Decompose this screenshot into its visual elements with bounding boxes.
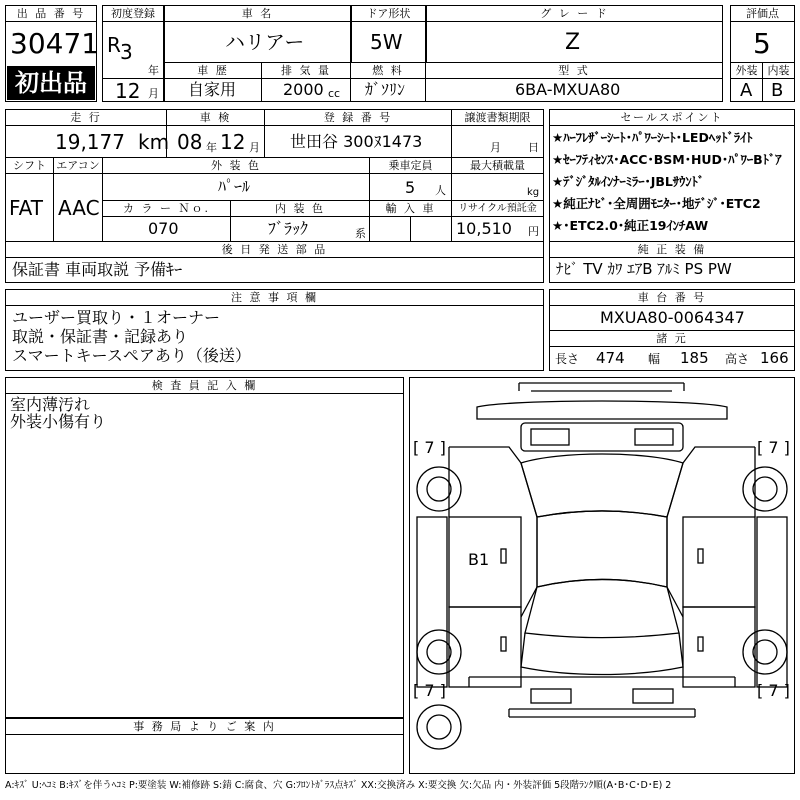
- history-label: 車 歴: [164, 62, 262, 79]
- reg-month: 12: [115, 79, 141, 103]
- office-label: 事 務 局 よ り ご 案 内: [5, 718, 404, 735]
- capacity-unit: 人: [435, 184, 446, 197]
- sales-point: ★ﾃﾞｼﾞﾀﾙｲﾝﾅｰﾐﾗｰ･JBLｻｳﾝﾄﾞ: [552, 174, 705, 189]
- model-code: 6BA-MXUA80: [515, 80, 621, 99]
- air-conditioner: AAC: [58, 196, 100, 220]
- max-load-label: 最大積載量: [451, 157, 544, 174]
- ext-score-label: 外装: [730, 62, 763, 79]
- dims-label: 諸 元: [549, 330, 795, 347]
- lot-label: 出 品 番 号: [5, 5, 97, 22]
- ext-color-label: 外 装 色: [102, 157, 370, 174]
- reg-year: 3: [120, 40, 133, 64]
- inspection-month-unit: 月: [249, 141, 260, 154]
- panel-mark: [ 7 ]: [757, 681, 790, 700]
- recycle-label: リサイクル預託金: [451, 200, 544, 217]
- transfer-month-unit: 月: [490, 141, 501, 154]
- inspection-label: 車 検: [166, 109, 265, 126]
- int-score-label: 内装: [762, 62, 795, 79]
- grade-label: グ レ ー ド: [426, 5, 723, 22]
- import-cell: [369, 216, 411, 242]
- damage-code: B1: [468, 550, 490, 569]
- lot-number: 30471: [10, 27, 100, 60]
- ac-label: エアコン: [53, 157, 103, 174]
- capacity: 5: [405, 178, 416, 197]
- length-label: 長さ: [555, 352, 580, 366]
- sales-label: セールスポイント: [549, 109, 795, 126]
- note-line: ユーザー買取り・１オーナー: [12, 308, 221, 327]
- grade: Z: [565, 30, 581, 55]
- model-label: 型 式: [425, 62, 723, 79]
- sales-point: ★ｾｰﾌﾃｨｾﾝｽ･ACC･BSM･HUD･ﾊﾟﾜｰBﾄﾞｱ: [552, 152, 782, 167]
- car-diagram: [409, 377, 795, 774]
- inspection-month: 12: [220, 130, 246, 154]
- inspection-year: 08: [177, 130, 203, 154]
- max-load-unit: kg: [527, 187, 540, 198]
- width-label: 幅: [648, 352, 661, 366]
- mileage-unit: km: [138, 130, 170, 154]
- width: 185: [680, 349, 709, 367]
- mileage: 19,177: [55, 130, 125, 154]
- displacement-label: 排 気 量: [261, 62, 351, 79]
- height: 166: [760, 349, 789, 367]
- inspector-label: 検 査 員 記 入 欄: [5, 377, 404, 394]
- color-number: 070: [148, 219, 179, 238]
- mileage-label: 走 行: [5, 109, 167, 126]
- equipment: ﾅﾋﾞ TV ｶﾜ ｴｱB ｱﾙﾐ PS PW: [556, 260, 732, 278]
- exterior-color: ﾊﾟｰﾙ: [218, 177, 251, 196]
- chassis-number: MXUA80-0064347: [600, 308, 745, 327]
- displacement-unit: cc: [328, 87, 341, 100]
- car-name-label: 車 名: [164, 5, 351, 22]
- recycle-fee: 10,510: [456, 219, 512, 238]
- length: 474: [596, 349, 625, 367]
- panel-mark: [ 7 ]: [413, 681, 446, 700]
- score-label: 評価点: [730, 5, 795, 22]
- office-box: [5, 734, 404, 774]
- reg-year-unit: 年: [148, 64, 159, 77]
- displacement: 2000: [283, 80, 324, 99]
- inspection-year-unit: 年: [206, 141, 217, 154]
- int-color-label: 内 装 色: [230, 200, 370, 217]
- transfer-day-unit: 日: [528, 141, 539, 154]
- notes-label: 注 意 事 項 欄: [5, 289, 544, 306]
- interior-color: ﾌﾞﾗｯｸ: [268, 219, 309, 238]
- later-label: 後 日 発 送 部 品: [5, 241, 544, 258]
- import-cell-2: [410, 216, 452, 242]
- door-label: ドア形状: [351, 5, 426, 22]
- ext-score: A: [740, 80, 753, 101]
- import-label: 輸 入 車: [369, 200, 452, 217]
- int-color-unit: 系: [355, 227, 366, 240]
- inspector-line: 外装小傷有り: [10, 412, 107, 431]
- transfer-label: 譲渡書類期限: [451, 109, 544, 126]
- car-name: ハリアー: [225, 30, 305, 54]
- capacity-label: 乗車定員: [369, 157, 452, 174]
- equip-label: 純 正 装 備: [549, 241, 795, 258]
- inspector-box: [5, 393, 404, 718]
- note-line: スマートキースペアあり（後送）: [12, 346, 251, 365]
- panel-mark: [ 7 ]: [413, 438, 446, 457]
- later-parts: 保証書 車両取説 予備ｷｰ: [12, 260, 183, 279]
- sales-point: ★･ETC2.0･純正19ｲﾝﾁAW: [552, 218, 709, 233]
- plate-number: 世田谷 300ﾇ1473: [290, 132, 423, 151]
- height-label: 高さ: [725, 352, 750, 366]
- inspector-line: 室内薄汚れ: [10, 395, 91, 414]
- chassis-label: 車 台 番 号: [549, 289, 795, 306]
- dims-cell: [549, 346, 795, 371]
- door-type: 5W: [370, 30, 403, 54]
- plate-label: 登 録 番 号: [264, 109, 452, 126]
- reg-era: R: [107, 33, 121, 57]
- sales-point: ★ﾊｰﾌﾚｻﾞｰｼｰﾄ･ﾊﾟﾜｰｼｰﾄ･LEDﾍｯﾄﾞﾗｲﾄ: [552, 130, 753, 145]
- history: 自家用: [188, 80, 237, 99]
- recycle-unit: 円: [528, 225, 539, 238]
- fuel: ｶﾞｿﾘﾝ: [365, 80, 406, 99]
- int-score: B: [771, 80, 784, 101]
- note-line: 取説・保証書・記録あり: [12, 327, 189, 346]
- color-no-label: カ ラ ー Ｎｏ.: [102, 200, 231, 217]
- reg-month-unit: 月: [148, 87, 159, 100]
- first-listing-badge: 初出品: [7, 66, 95, 100]
- panel-mark: [ 7 ]: [757, 438, 790, 457]
- shift: FAT: [9, 196, 44, 220]
- legend: A:ｷｽﾞ U:ﾍｺﾐ B:ｷｽﾞを伴うﾍｺﾐ P:要塗装 W:補修跡 S:錆 C:腐食、穴 G:ﾌﾛﾝﾄｶﾞﾗｽ点ｷｽﾞ XX:交換済み X:要交換 欠:欠品 内・外装評価 5段階ﾗﾝｸ順(A･B･C･D･E) 2: [5, 780, 672, 791]
- sales-point: ★純正ﾅﾋﾞ･全周囲ﾓﾆﾀｰ･地ﾃﾞｼﾞ･ETC2: [552, 196, 761, 211]
- reg-label: 初度登録: [102, 5, 164, 22]
- shift-label: シフト: [5, 157, 54, 174]
- fuel-label: 燃 料: [350, 62, 426, 79]
- score-value: 5: [753, 27, 771, 60]
